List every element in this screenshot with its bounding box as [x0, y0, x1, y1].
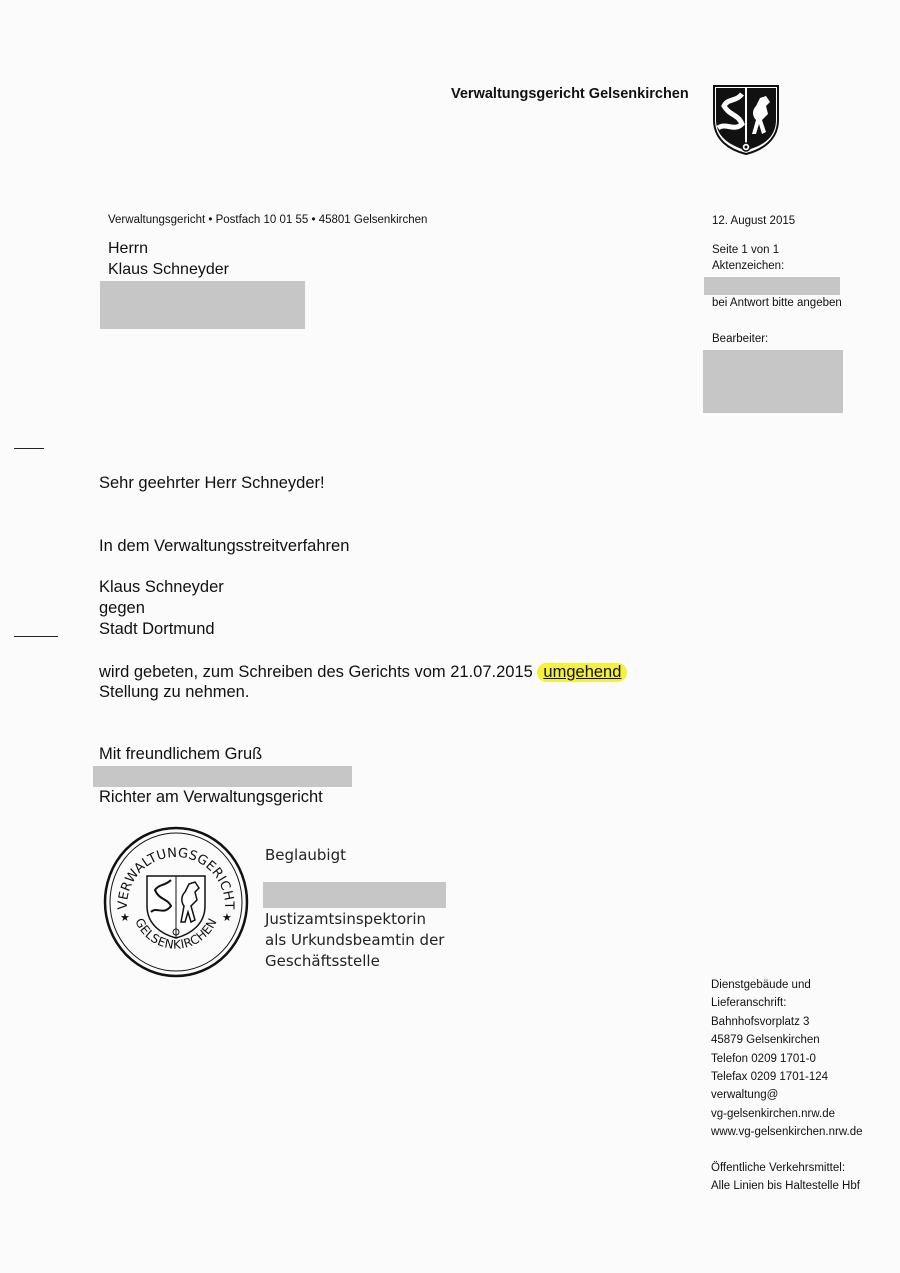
footer-line: www.vg-gelsenkirchen.nrw.de [711, 1126, 863, 1139]
reply-note: bei Antwort bitte angeben [712, 297, 842, 309]
seal-text-top: VERWALTUNGSGERICHT [115, 845, 237, 910]
seal-text-bottom: GELSENKIRCHEN [132, 915, 220, 952]
party-plaintiff: Klaus Schneyder [99, 578, 224, 596]
redacted-signature [93, 766, 352, 787]
case-intro: In dem Verwaltungsstreitverfahren [99, 537, 350, 555]
footer-line: Telefax 0209 1701-124 [711, 1071, 829, 1084]
svg-text:★: ★ [120, 911, 130, 924]
recipient-address [108, 238, 229, 280]
closing: Mit freundlichem Gruß [99, 745, 263, 763]
recipient-salutation: Herrn [108, 240, 149, 257]
page-count: Seite 1 von 1 [712, 244, 780, 256]
greeting: Sehr geehrter Herr Schneyder! [99, 474, 325, 492]
clerk-role-1: Justizamtsinspektorin [265, 910, 426, 928]
footer-line: Telefon 0209 1701-0 [711, 1052, 816, 1065]
transit-line: Öffentliche Verkehrsmittel: [711, 1161, 846, 1174]
footer-line: Bahnhofsvorplatz 3 [711, 1015, 810, 1028]
highlighted-word: umgehend [537, 663, 627, 682]
clerk-role-2: als Urkundsbeamtin der [265, 931, 445, 949]
sender-line: Verwaltungsgericht • Postfach 10 01 55 • 45801 Gelsenkirchen [108, 214, 428, 226]
footer-line: Lieferanschrift: [711, 997, 787, 1010]
court-seal-icon [103, 826, 249, 978]
footer-contact [711, 976, 863, 1195]
file-ref-label: Aktenzeichen: [712, 260, 785, 272]
footer-line: 45879 Gelsenkirchen [711, 1034, 820, 1047]
footer-line: vg-gelsenkirchen.nrw.de [711, 1107, 836, 1120]
redacted-clerk-signature [263, 882, 446, 908]
certified-label: Beglaubigt [265, 846, 346, 864]
versus: gegen [99, 599, 145, 617]
request-line-2: Stellung zu nehmen. [99, 683, 250, 701]
redacted-address [100, 281, 305, 329]
svg-text:★: ★ [222, 911, 232, 924]
redacted-clerk [703, 350, 843, 413]
clerk-label: Bearbeiter: [712, 333, 769, 345]
footer-line: verwaltung@ [711, 1089, 779, 1102]
footer-line: Dienstgebäude und [711, 979, 811, 991]
redacted-file-ref [704, 277, 840, 295]
letter-date: 12. August 2015 [712, 215, 796, 227]
transit-line: Alle Linien bis Haltestelle Hbf [711, 1180, 860, 1193]
party-defendant: Stadt Dortmund [99, 620, 215, 638]
nrw-coat-of-arms-icon [712, 84, 780, 156]
signatory-title: Richter am Verwaltungsgericht [99, 788, 323, 806]
clerk-role-3: Geschäftsstelle [265, 952, 380, 970]
request-text: wird gebeten, zum Schreiben des Gerichts vom 21.07.2015 [99, 663, 533, 681]
recipient-name: Klaus Schneyder [108, 261, 229, 278]
fold-mark [14, 636, 58, 637]
court-name: Verwaltungsgericht Gelsenkirchen [451, 86, 689, 102]
request-line [99, 662, 627, 683]
fold-mark [14, 448, 44, 449]
